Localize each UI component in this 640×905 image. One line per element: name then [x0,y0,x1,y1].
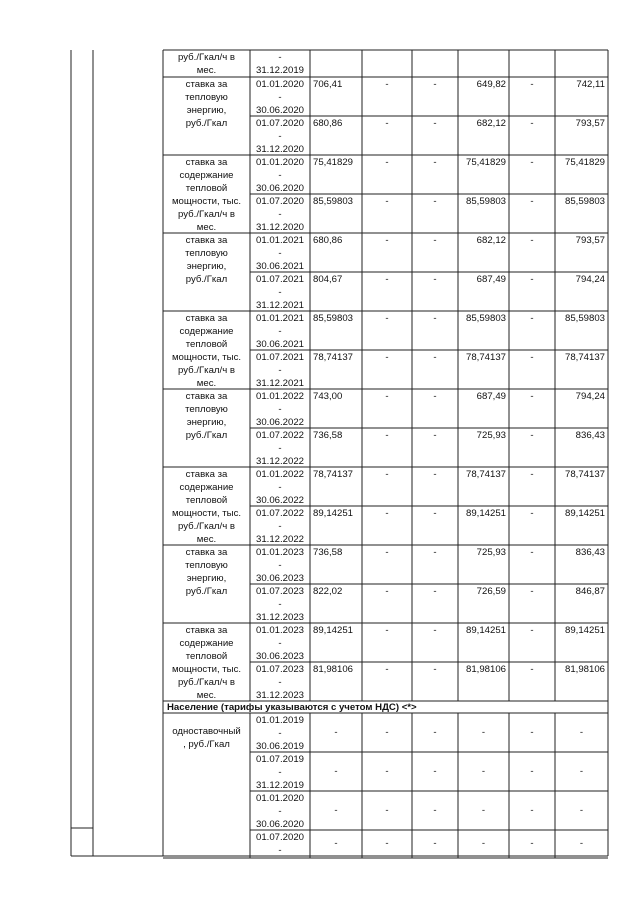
period-cell: 01.07.2020 - 31.12.2020 [255,118,304,155]
value-cell: 85,59803 [313,313,354,324]
value-cell: - [481,838,486,849]
tariff-label: ставка за тепловую энергию, руб./Гкал [185,391,228,441]
value-cell: - [433,118,437,129]
value-cell: - [530,625,534,636]
tariff-label: ставка за содержание тепловой мощности, тыс. руб./Гкал/ч в мес. [171,313,242,389]
period-cell: 01.07.2021 - 31.12.2021 [255,352,304,389]
value-cell: - [385,430,389,441]
period-cell: 01.01.2023 - 30.06.2023 [255,547,304,584]
tariff-label: одноставочный , руб./Гкал [172,726,241,750]
value-cell: 794,24 [575,274,605,285]
value-cell: 89,14251 [313,625,354,636]
value-cell [512,51,552,65]
value-cell: 726,59 [476,586,506,597]
value-cell: - [385,664,389,675]
value-cell: 89,14251 [465,508,506,519]
value-cell: - [481,727,486,738]
value-cell: - [433,727,437,738]
value-cell: 75,41829 [564,157,605,168]
value-cell: - [433,766,437,777]
value-cell: - [433,196,437,207]
value-cell: - [530,664,534,675]
period-cell: 01.01.2019 - 30.06.2019 [255,715,304,752]
value-cell: - [530,508,534,519]
value-cell: - [530,274,534,285]
value-cell: - [385,766,389,777]
value-cell: - [334,727,338,738]
value-cell: - [530,838,534,849]
value-cell: - [433,352,437,363]
value-cell: - [530,547,534,558]
value-cell: - [385,391,389,402]
period-cell: 01.01.2021 - 30.06.2021 [255,313,304,350]
value-cell: 836,43 [575,547,605,558]
value-cell: 680,86 [313,235,343,246]
tariff-label: ставка за содержание тепловой мощности, тыс. руб./Гкал/ч в мес. [171,625,242,701]
value-cell: - [530,586,534,597]
value-cell: - [385,352,389,363]
value-cell: - [385,274,389,285]
value-cell: - [530,157,534,168]
value-cell: 85,59803 [564,196,605,207]
value-cell: - [385,196,389,207]
section-title: Население (тарифы указываются с учетом НДС) <*> [167,702,417,713]
value-cell: - [530,79,534,90]
period-cell: 01.07.2019 - 31.12.2019 [255,754,304,791]
tariff-label: ставка за тепловую энергию, руб./Гкал [185,235,228,285]
value-cell: - [433,157,437,168]
value-cell: - [433,469,437,480]
value-cell: 81,98106 [313,664,354,675]
value-cell: - [433,805,437,816]
value-cell: - [530,118,534,129]
period-cell: 01.01.2021 - 30.06.2021 [255,235,304,272]
value-cell [558,51,605,65]
value-cell: - [385,508,389,519]
tariff-label: ставка за содержание тепловой мощности, тыс. руб./Гкал/ч в мес. [171,469,242,545]
value-cell: 75,41829 [313,157,354,168]
value-cell: - [385,118,389,129]
value-cell: 649,82 [476,79,506,90]
value-cell: 85,59803 [564,313,605,324]
value-cell: 836,43 [575,430,605,441]
period-cell: 01.01.2020 - 30.06.2020 [255,793,304,830]
period-cell: 01.01.2023 - 30.06.2023 [255,625,304,662]
value-cell: - [433,235,437,246]
period-cell: 01.01.2020 - 30.06.2020 [255,79,304,116]
value-cell: - [385,79,389,90]
value-cell: - [433,79,437,90]
value-cell: - [385,805,389,816]
value-cell: - [433,430,437,441]
value-cell: 736,58 [313,430,343,441]
value-cell: 687,49 [476,391,506,402]
value-cell [461,51,506,65]
value-cell: 804,67 [313,274,343,285]
value-cell: - [433,391,437,402]
period-cell: 01.01.2022 - 30.06.2022 [255,391,304,428]
value-cell: - [530,313,534,324]
value-cell: 85,59803 [465,196,506,207]
value-cell: - [481,766,486,777]
value-cell: - [530,766,534,777]
value-cell: - [385,235,389,246]
value-cell: 81,98106 [465,664,506,675]
value-cell: 78,74137 [465,469,506,480]
value-cell: - [530,391,534,402]
value-cell: - [385,313,389,324]
value-cell: - [530,196,534,207]
value-cell: 680,86 [313,118,343,129]
value-cell: - [481,805,486,816]
tariff-label: ставка за тепловую энергию, руб./Гкал [185,79,228,129]
value-cell: 725,93 [476,547,506,558]
value-cell: 794,24 [575,391,605,402]
value-cell [313,51,359,65]
value-cell: - [334,838,338,849]
period-cell: 01.07.2020 - [255,832,304,856]
tariff-label: ставка за содержание тепловой мощности, тыс. руб./Гкал/ч в мес. [171,157,242,233]
value-cell: 682,12 [476,118,506,129]
period-cell: 01.07.2023 - 31.12.2023 [255,664,304,701]
value-cell: - [385,625,389,636]
value-cell: 85,59803 [313,196,354,207]
value-cell: - [334,805,338,816]
value-cell: 743,00 [313,391,343,402]
value-cell: - [579,805,584,816]
value-cell: - [385,727,389,738]
value-cell: 89,14251 [465,625,506,636]
value-cell: 89,14251 [564,508,605,519]
value-cell [415,51,455,65]
period-cell: - 31.12.2019 [255,52,304,76]
value-cell: - [433,274,437,285]
value-cell: - [433,838,437,849]
value-cell: 793,57 [575,235,605,246]
period-cell: 01.07.2022 - 31.12.2022 [255,430,304,467]
value-cell: 78,74137 [465,352,506,363]
value-cell: - [530,235,534,246]
value-cell: 89,14251 [313,508,354,519]
value-cell: - [433,664,437,675]
value-cell: - [385,547,389,558]
value-cell: - [433,508,437,519]
value-cell: - [530,430,534,441]
value-cell: 846,87 [575,586,605,597]
value-cell: 81,98106 [564,664,605,675]
value-cell: 78,74137 [564,469,605,480]
value-cell: - [433,586,437,597]
value-cell: - [385,469,389,480]
value-cell: 75,41829 [465,157,506,168]
value-cell: - [530,727,534,738]
value-cell: - [433,547,437,558]
period-cell: 01.07.2023 - 31.12.2023 [255,586,304,623]
value-cell [365,51,409,65]
value-cell: - [385,157,389,168]
value-cell: 85,59803 [465,313,506,324]
value-cell: 706,41 [313,79,343,90]
value-cell: 682,12 [476,235,506,246]
period-cell: 01.01.2022 - 30.06.2022 [255,469,304,506]
period-cell: 01.07.2022 - 31.12.2022 [255,508,304,545]
period-cell: 01.07.2020 - 31.12.2020 [255,196,304,233]
value-cell: 793,57 [575,118,605,129]
value-cell: - [385,586,389,597]
value-cell: 742,11 [576,79,605,90]
value-cell: 78,74137 [564,352,605,363]
value-cell: 736,58 [313,547,343,558]
value-cell: 687,49 [476,274,506,285]
value-cell: - [530,469,534,480]
value-cell: 78,74137 [313,352,354,363]
value-cell: 89,14251 [564,625,605,636]
value-cell: - [433,313,437,324]
tariff-label: руб./Гкал/ч в мес. [178,52,235,76]
value-cell: - [530,805,534,816]
value-cell: - [385,838,389,849]
value-cell: - [334,766,338,777]
value-cell: - [433,625,437,636]
value-cell: 725,93 [476,430,506,441]
value-cell: - [579,766,584,777]
tariff-label: ставка за тепловую энергию, руб./Гкал [185,547,228,597]
value-cell: - [579,838,584,849]
value-cell: - [579,727,584,738]
value-cell: 78,74137 [313,469,354,480]
value-cell: - [530,352,534,363]
value-cell: 822,02 [313,586,343,597]
period-cell: 01.07.2021 - 31.12.2021 [255,274,304,311]
period-cell: 01.01.2020 - 30.06.2020 [255,157,304,194]
